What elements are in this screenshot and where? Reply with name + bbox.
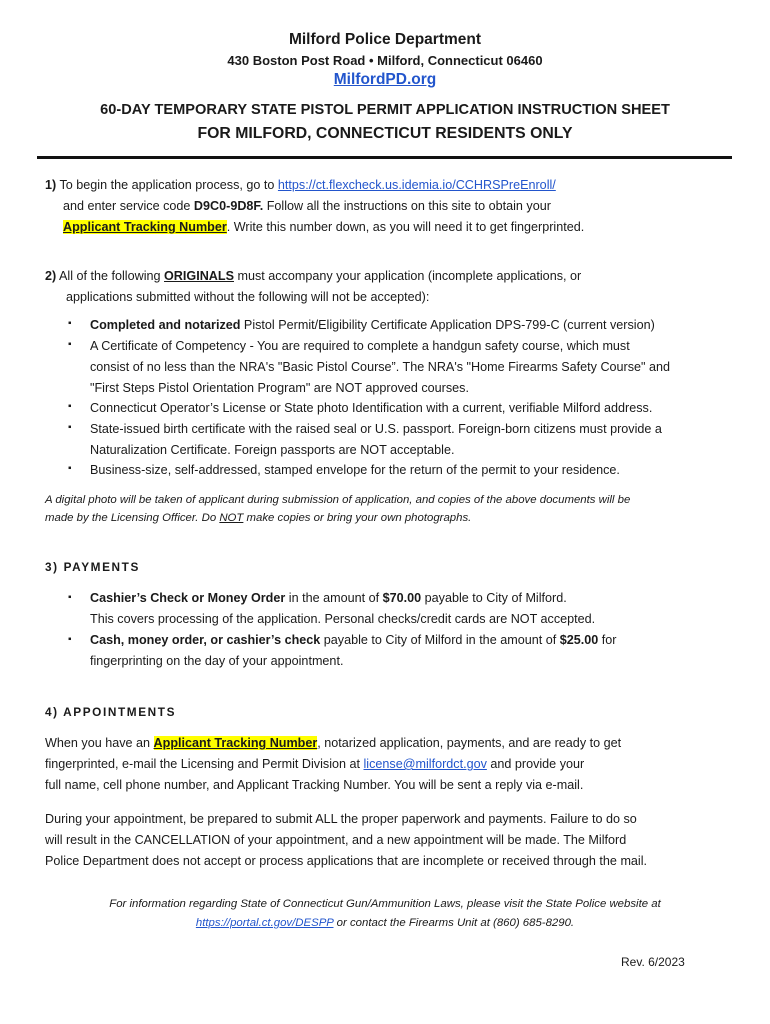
footer-info-l1: For information regarding State of Connecticut Gun/Ammunition Laws, please visit the State Police website at [109,898,661,910]
step1-text-a: To begin the application process, go to [56,178,278,192]
requirement-text: Pistol Permit/Eligibility Certificate Application DPS-799-C (current version) [240,318,655,332]
appointments-para2-l1: During your appointment, be prepared to submit ALL the proper paperwork and payments. Failure to do so [45,812,637,826]
step1-line2 [63,196,551,217]
requirement-item-competency-l1: A Certificate of Competency - You are required to complete a handgun safety course, which must [90,339,630,353]
payment-text: payable to City of Milford in the amount of [320,633,560,647]
bullet-icon: ▪ [68,422,72,433]
step2-text-b: must accompany your application (incomplete applications, or [233,269,582,283]
photo-note-text-b: make copies or bring your own photographs. [243,512,472,524]
org-name: Milford Police Department [288,31,482,48]
tracking-number-highlight: Applicant Tracking Number [153,736,318,750]
appointments-para2-l2: will result in the CANCELLATION of your appointment, and a new appointment will be made. The Milford [45,833,627,847]
footer-text: or contact the Firearms Unit at (860) 685-8290. [333,917,575,929]
requirement-bold: Completed and notarized [90,318,241,332]
payment-amount: $70.00 [382,591,422,605]
appointments-para1-l1 [45,733,621,754]
payments-heading: 3) PAYMENTS [45,560,140,574]
photo-note-l2 [45,509,471,527]
document-subtitle: FOR MILFORD, CONNECTICUT RESIDENTS ONLY [197,125,573,142]
step2-text-a: All of the following [56,269,165,283]
requirement-item-competency-l3: "First Steps Pistol Orientation Program" are NOT approved courses. [90,381,469,395]
requirement-item-birth-cert-l2: Naturalization Certificate. Foreign passports are NOT acceptable. [90,443,455,457]
photo-note-not: NOT [219,512,244,524]
appointments-para2-l3: Police Department does not accept or process applications that are incomplete or received through the mail. [45,854,648,868]
payment-method-bold: Cashier’s Check or Money Order [90,591,286,605]
revision-date: Rev. 6/2023 [621,955,685,969]
step1-line3 [63,217,584,238]
bullet-icon: ▪ [68,318,72,329]
originals-emphasis: ORIGINALS [164,269,234,283]
step1-number: 1) [45,178,57,192]
appointments-para1-l2 [45,754,584,775]
photo-note-text-a: made by the Licensing Officer. Do [45,512,220,524]
bullet-icon: ▪ [68,463,72,474]
org-address: 430 Boston Post Road • Milford, Connecticut 06460 [227,53,543,68]
requirement-item-license: Connecticut Operator’s License or State photo Identification with a current, verifiable Milford address. [90,401,653,415]
appointments-text: , notarized application, payments, and are ready to get [317,736,622,750]
appointments-heading: 4) APPOINTMENTS [45,705,177,719]
payment-text: in the amount of [285,591,383,605]
document-title: 60-DAY TEMPORARY STATE PISTOL PERMIT APPLICATION INSTRUCTION SHEET [100,102,670,118]
payment-amount: $25.00 [559,633,599,647]
step2-line2: applications submitted without the following will not be accepted): [66,290,430,304]
step1-text-c: Follow all the instructions on this site to obtain your [263,199,551,213]
requirement-item-birth-cert-l1: State-issued birth certificate with the raised seal or U.S. passport. Foreign-born citizens must provide a [90,422,662,436]
requirement-item-competency-l2: consist of no less than the NRA's "Basic Pistol Course”. The NRA's "Home Firearms Safety Course" and [90,360,671,374]
appointments-text: fingerprinted, e-mail the Licensing and Permit Division at [45,757,364,771]
requirement-item-application [90,315,655,336]
step2-line1 [45,266,581,287]
bullet-icon: ▪ [68,592,72,603]
appointments-para1-l3: full name, cell phone number, and Applicant Tracking Number. You will be sent a reply via e-mail. [45,778,584,792]
tracking-number-highlight: Applicant Tracking Number [63,220,227,234]
payment-item-application-l2: This covers processing of the application. Personal checks/credit cards are NOT accepted. [90,612,596,626]
service-code: D9C0-9D8F. [193,199,264,213]
bullet-icon: ▪ [68,401,72,412]
requirement-item-envelope: Business-size, self-addressed, stamped envelope for the return of the permit to your residence. [90,463,620,477]
website-link[interactable]: MilfordPD.org [333,71,437,88]
payment-text: for [598,633,617,647]
preenroll-link[interactable]: https://ct.flexcheck.us.idemia.io/CCHRSPreEnroll/ [277,178,556,192]
payment-item-fingerprint-l2: fingerprinting on the day of your appointment. [90,654,344,668]
footer-info-l2 [0,914,770,932]
payment-text: payable to City of Milford. [421,591,567,605]
appointments-text: and provide your [486,757,585,771]
bullet-icon: ▪ [68,339,72,350]
step1-text-b: and enter service code [63,199,194,213]
step1-line1 [45,175,556,196]
step1-text-d: . Write this number down, as you will need it to get fingerprinted. [226,220,585,234]
header-divider [37,156,732,159]
appointments-text: When you have an [45,736,154,750]
payment-item-fingerprint-l1 [90,630,616,651]
step2-number: 2) [45,269,57,283]
bullet-icon: ▪ [68,634,72,645]
photo-note-l1: A digital photo will be taken of applicant during submission of application, and copies of the above documents will be [45,494,631,506]
licensing-email-link[interactable]: license@milfordct.gov [363,757,487,771]
payment-item-application-l1 [90,588,567,609]
state-police-link[interactable]: https://portal.ct.gov/DESPP [195,917,334,929]
payment-method-bold: Cash, money order, or cashier’s check [90,633,321,647]
